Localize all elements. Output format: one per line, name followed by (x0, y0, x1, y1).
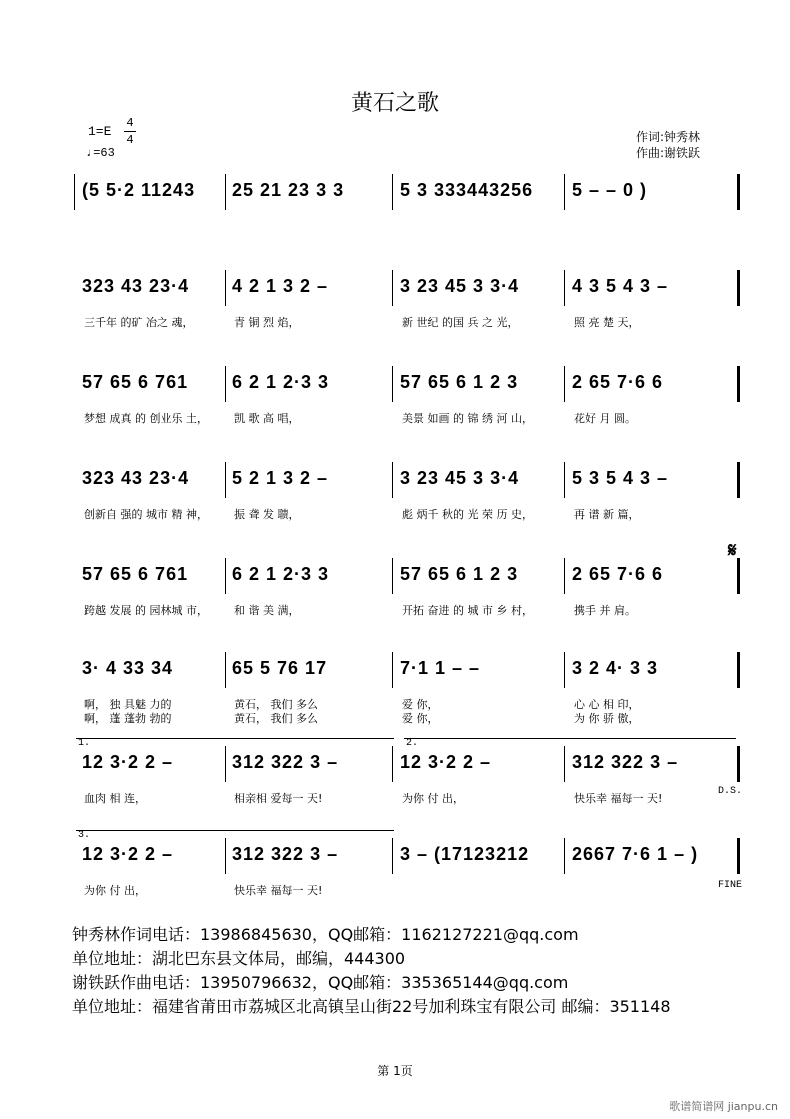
time-signature (124, 116, 136, 147)
measure-notes: 7·1 1 – – (400, 658, 481, 678)
bar-line (737, 366, 740, 402)
time-denominator: 4 (126, 133, 134, 147)
bar-line (392, 174, 393, 210)
tempo-marking: ♩=63 (86, 146, 115, 160)
lyric-text: 黄石， 我们 多么 (234, 698, 318, 711)
measure-notes: 4 3 5 4 3 – (572, 276, 669, 296)
time-numerator: 4 (126, 116, 134, 130)
bar-line (225, 652, 226, 688)
bar-line (564, 652, 565, 688)
bar-line (225, 462, 226, 498)
lyric-text: 跨越 发展 的 园林城 市， (84, 604, 208, 617)
bar-line (737, 652, 740, 688)
fine-marking: FINE (718, 880, 743, 891)
key-signature: 1=E (88, 124, 112, 139)
bar-line (392, 746, 393, 782)
measure-notes: 312 322 3 – (232, 844, 339, 864)
bar-line (225, 558, 226, 594)
bar-line (225, 174, 226, 210)
bar-line (564, 838, 565, 874)
lyric-text: 为你 付 出， (402, 792, 464, 805)
lyric-text: 开拓 奋进 的 城 市 乡 村， (402, 604, 533, 617)
ds-marking: D.S. (718, 786, 743, 797)
lyric-text: 携手 并 肩。 (574, 604, 636, 617)
lyric-text: 为 你 骄 傲， (574, 712, 640, 725)
volta-bracket (76, 738, 394, 739)
volta-bracket (76, 830, 394, 831)
bar-line (737, 174, 740, 210)
measure-notes: 5 3 5 4 3 – (572, 468, 669, 488)
lyric-text: 凯 歌 高 唱， (234, 412, 300, 425)
bar-line (737, 270, 740, 306)
bar-line (392, 270, 393, 306)
bar-line (564, 462, 565, 498)
volta-label: 1. (78, 738, 91, 749)
bar-line (564, 270, 565, 306)
measure-notes: 65 5 76 17 (232, 658, 328, 678)
measure-notes: 3 23 45 3 3·4 (400, 276, 520, 296)
bar-line (392, 558, 393, 594)
measure-notes: 5 – – 0 ) (572, 180, 648, 200)
measure-notes: 2 65 7·6 6 (572, 372, 664, 392)
lyric-text: 创新自 强的 城市 精 神， (84, 508, 208, 521)
lyric-text: 花好 月 圆。 (574, 412, 636, 425)
lyric-text: 黄石， 我们 多么 (234, 712, 318, 725)
lyric-text: 快乐幸 福每一 天! (574, 792, 663, 805)
bar-line (392, 838, 393, 874)
lyric-text: 美景 如画 的 锦 绣 河 山， (402, 412, 533, 425)
measure-notes: 2667 7·6 1 – ) (572, 844, 699, 864)
time-divider (124, 131, 136, 132)
measure-notes: 312 322 3 – (572, 752, 679, 772)
lyric-text: 爱 你， (402, 698, 439, 711)
measure-notes: 3· 4 33 34 (82, 658, 174, 678)
lyric-text: 爱 你， (402, 712, 439, 725)
lyricist-credit: 作词:钟秀林 (636, 130, 701, 144)
measure-notes: 12 3·2 2 – (82, 752, 174, 772)
lyric-text: 振 聋 发 聩， (234, 508, 300, 521)
volta-label: 3. (78, 830, 91, 841)
measure-notes: 25 21 23 3 3 (232, 180, 345, 200)
lyric-text: 相亲相 爱每一 天! (234, 792, 323, 805)
measure-notes: 3 2 4· 3 3 (572, 658, 659, 678)
measure-notes: 6 2 1 2·3 3 (232, 564, 330, 584)
lyric-text: 青 铜 烈 焰， (234, 316, 300, 329)
measure-notes: 323 43 23·4 (82, 276, 190, 296)
bar-line (564, 558, 565, 594)
volta-label: 2. (406, 738, 419, 749)
contact-line-3: 谢铁跃作曲电话：13950796632，QQ邮箱：335365144@qq.com (72, 973, 569, 992)
measure-notes: 6 2 1 2·3 3 (232, 372, 330, 392)
measure-notes: 4 2 1 3 2 – (232, 276, 329, 296)
measure-notes: 12 3·2 2 – (82, 844, 174, 864)
bar-line (225, 746, 226, 782)
measure-notes: 3 23 45 3 3·4 (400, 468, 520, 488)
bar-line (737, 746, 740, 782)
lyric-text: 照 亮 楚 天， (574, 316, 640, 329)
measure-notes: 57 65 6 1 2 3 (400, 564, 519, 584)
bar-line (737, 462, 740, 498)
watermark: 歌谱简谱网 jianpu.cn (669, 1100, 778, 1113)
lyric-text: 为你 付 出， (84, 884, 146, 897)
contact-line-2: 单位地址：湖北巴东县文体局，邮编，444300 (72, 949, 406, 968)
measure-notes: 5 2 1 3 2 – (232, 468, 329, 488)
bar-line (564, 366, 565, 402)
bar-line (737, 558, 740, 594)
measure-notes: 3 – (17123212 (400, 844, 530, 864)
lyric-text: 三千年 的矿 冶之 魂， (84, 316, 194, 329)
bar-line (74, 174, 75, 210)
contact-line-1: 钟秀林作词电话：13986845630，QQ邮箱：1162127221@qq.com (72, 925, 579, 944)
measure-notes: (5 5·2 11243 (82, 180, 196, 200)
measure-notes: 2 65 7·6 6 (572, 564, 664, 584)
composer-credit: 作曲:谢铁跃 (636, 146, 701, 160)
bar-line (564, 746, 565, 782)
bar-line (564, 174, 565, 210)
lyric-text: 和 谐 美 满， (234, 604, 300, 617)
bar-line (225, 270, 226, 306)
measure-notes: 57 65 6 761 (82, 564, 189, 584)
bar-line (392, 366, 393, 402)
bar-line (392, 652, 393, 688)
lyric-text: 彪 炳千 秋的 光 荣 历 史， (402, 508, 533, 521)
lyric-text: 快乐幸 福每一 天! (234, 884, 323, 897)
measure-notes: 57 65 6 761 (82, 372, 189, 392)
measure-notes: 323 43 23·4 (82, 468, 190, 488)
segno-icon: 𝄋 (728, 538, 737, 562)
measure-notes: 12 3·2 2 – (400, 752, 492, 772)
contact-line-4: 单位地址：福建省莆田市荔城区北高镇呈山街22号加利珠宝有限公司 邮编：351148 (72, 997, 671, 1016)
page-number: 第 1页 (377, 1064, 413, 1078)
lyric-text: 梦想 成真 的 创业乐 土， (84, 412, 208, 425)
lyric-text: 血肉 相 连， (84, 792, 146, 805)
bar-line (225, 366, 226, 402)
lyric-text: 啊， 蓬 蓬勃 勃的 (84, 712, 172, 725)
bar-line (225, 838, 226, 874)
volta-bracket (404, 738, 736, 739)
lyric-text: 新 世纪 的国 兵 之 光， (402, 316, 519, 329)
bar-line (392, 462, 393, 498)
measure-notes: 312 322 3 – (232, 752, 339, 772)
lyric-text: 再 谱 新 篇， (574, 508, 640, 521)
measure-notes: 5 3 333443256 (400, 180, 534, 200)
bar-line (737, 838, 740, 874)
lyric-text: 心 心 相 印， (574, 698, 640, 711)
lyric-text: 啊， 独 具魅 力的 (84, 698, 172, 711)
measure-notes: 57 65 6 1 2 3 (400, 372, 519, 392)
page-title: 黄石之歌 (350, 91, 439, 116)
